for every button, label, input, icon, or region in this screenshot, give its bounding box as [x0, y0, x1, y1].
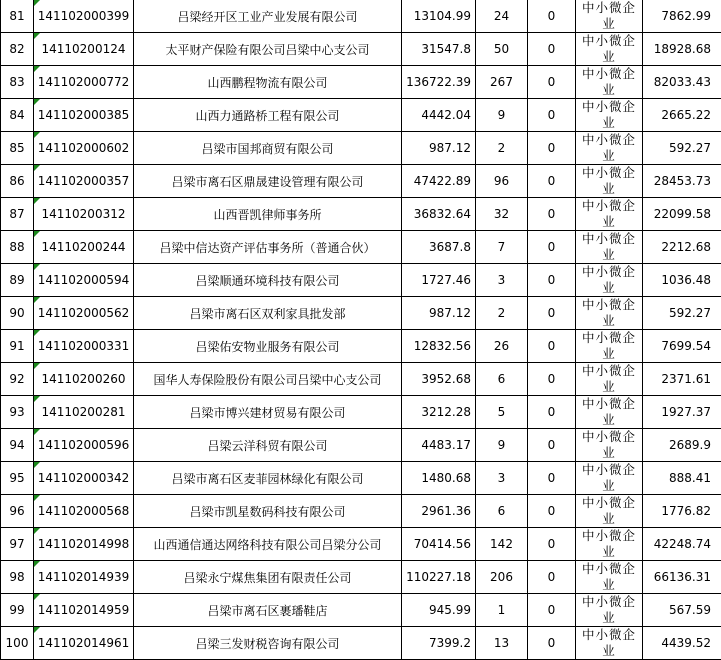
- code-cell: 141102000772: [34, 66, 134, 99]
- company-name-cell: 吕梁云洋科贸有限公司: [134, 429, 402, 462]
- company-name-cell: 吕梁三发财税咨询有限公司: [134, 627, 402, 660]
- company-name-cell: 吕梁顺通环境科技有限公司: [134, 264, 402, 297]
- employee-count-cell: 13: [476, 627, 528, 660]
- company-name-cell: 国华人寿保险股份有限公司吕梁中心支公司: [134, 363, 402, 396]
- enterprise-type-cell: 中小微企业: [576, 528, 643, 561]
- amount-cell: 945.99: [402, 594, 476, 627]
- company-name-cell: 太平财产保险有限公司吕梁中心支公司: [134, 33, 402, 66]
- zero-value-cell: 0: [528, 297, 576, 330]
- employee-count-cell: 3: [476, 462, 528, 495]
- enterprise-type-cell: 中小微企业: [576, 165, 643, 198]
- subsidy-amount-cell: 4439.52: [643, 627, 721, 660]
- amount-cell: 136722.39: [402, 66, 476, 99]
- enterprise-type-cell: 中小微企业: [576, 396, 643, 429]
- enterprise-type-cell: 中小微企业: [576, 231, 643, 264]
- employee-count-cell: 9: [476, 99, 528, 132]
- code-cell: 141102000399: [34, 0, 134, 33]
- employee-count-cell: 50: [476, 33, 528, 66]
- enterprise-type-cell: 中小微企业: [576, 99, 643, 132]
- row-index-cell: 91: [1, 330, 34, 363]
- employee-count-cell: 5: [476, 396, 528, 429]
- table-row: [1, 495, 721, 528]
- subsidy-amount-cell: 567.59: [643, 594, 721, 627]
- amount-cell: 13104.99: [402, 0, 476, 33]
- table-row: [1, 462, 721, 495]
- employee-count-cell: 24: [476, 0, 528, 33]
- employee-count-cell: 32: [476, 198, 528, 231]
- employee-count-cell: 9: [476, 429, 528, 462]
- subsidy-amount-cell: 82033.43: [643, 66, 721, 99]
- amount-cell: 70414.56: [402, 528, 476, 561]
- code-cell: 141102000568: [34, 495, 134, 528]
- row-index-cell: 86: [1, 165, 34, 198]
- table-row: [1, 330, 721, 363]
- amount-cell: 987.12: [402, 297, 476, 330]
- enterprise-type-cell: 中小微企业: [576, 462, 643, 495]
- zero-value-cell: 0: [528, 429, 576, 462]
- subsidy-amount-cell: 1927.37: [643, 396, 721, 429]
- table-row: [1, 0, 721, 33]
- enterprise-type-cell: 中小微企业: [576, 264, 643, 297]
- row-index-cell: 92: [1, 363, 34, 396]
- amount-cell: 2961.36: [402, 495, 476, 528]
- table-row: [1, 99, 721, 132]
- row-index-cell: 98: [1, 561, 34, 594]
- amount-cell: 1480.68: [402, 462, 476, 495]
- row-index-cell: 90: [1, 297, 34, 330]
- code-cell: 141102000594: [34, 264, 134, 297]
- company-name-cell: 吕梁永宁煤焦集团有限责任公司: [134, 561, 402, 594]
- zero-value-cell: 0: [528, 627, 576, 660]
- code-cell: 141102000596: [34, 429, 134, 462]
- row-index-cell: 99: [1, 594, 34, 627]
- code-cell: 141102014939: [34, 561, 134, 594]
- code-cell: 14110200124: [34, 33, 134, 66]
- table-row: [1, 231, 721, 264]
- table-row: [1, 396, 721, 429]
- zero-value-cell: 0: [528, 330, 576, 363]
- subsidy-amount-cell: 7699.54: [643, 330, 721, 363]
- row-index-cell: 96: [1, 495, 34, 528]
- enterprise-type-cell: 中小微企业: [576, 297, 643, 330]
- subsidy-amount-cell: 2212.68: [643, 231, 721, 264]
- company-name-cell: 吕梁经开区工业产业发展有限公司: [134, 0, 402, 33]
- company-name-cell: 吕梁中信达资产评估事务所（普通合伙）: [134, 231, 402, 264]
- code-cell: 14110200260: [34, 363, 134, 396]
- subsidy-amount-cell: 66136.31: [643, 561, 721, 594]
- zero-value-cell: 0: [528, 165, 576, 198]
- company-name-cell: 吕梁市博兴建材贸易有限公司: [134, 396, 402, 429]
- enterprise-type-cell: 中小微企业: [576, 363, 643, 396]
- amount-cell: 47422.89: [402, 165, 476, 198]
- zero-value-cell: 0: [528, 99, 576, 132]
- company-name-cell: 吕梁市离石区麦菲园林绿化有限公司: [134, 462, 402, 495]
- row-index-cell: 94: [1, 429, 34, 462]
- enterprise-type-cell: 中小微企业: [576, 561, 643, 594]
- amount-cell: 3212.28: [402, 396, 476, 429]
- enterprise-type-cell: 中小微企业: [576, 330, 643, 363]
- row-index-cell: 87: [1, 198, 34, 231]
- enterprise-type-cell: 中小微企业: [576, 0, 643, 33]
- company-name-cell: 山西力通路桥工程有限公司: [134, 99, 402, 132]
- zero-value-cell: 0: [528, 198, 576, 231]
- employee-count-cell: 2: [476, 132, 528, 165]
- zero-value-cell: 0: [528, 363, 576, 396]
- company-name-cell: 吕梁市离石区鼎晟建设管理有限公司: [134, 165, 402, 198]
- zero-value-cell: 0: [528, 462, 576, 495]
- zero-value-cell: 0: [528, 495, 576, 528]
- table-row: [1, 627, 721, 660]
- subsidy-amount-cell: 2689.9: [643, 429, 721, 462]
- subsidy-amount-cell: 2665.22: [643, 99, 721, 132]
- zero-value-cell: 0: [528, 528, 576, 561]
- zero-value-cell: 0: [528, 561, 576, 594]
- subsidy-amount-cell: 18928.68: [643, 33, 721, 66]
- table-row: [1, 594, 721, 627]
- zero-value-cell: 0: [528, 264, 576, 297]
- code-cell: 14110200281: [34, 396, 134, 429]
- employee-count-cell: 206: [476, 561, 528, 594]
- employee-count-cell: 142: [476, 528, 528, 561]
- amount-cell: 12832.56: [402, 330, 476, 363]
- employee-count-cell: 2: [476, 297, 528, 330]
- zero-value-cell: 0: [528, 231, 576, 264]
- enterprise-type-cell: 中小微企业: [576, 198, 643, 231]
- employee-count-cell: 6: [476, 495, 528, 528]
- enterprise-type-cell: 中小微企业: [576, 132, 643, 165]
- company-name-cell: 吕梁市离石区裹璠鞋店: [134, 594, 402, 627]
- employee-count-cell: 6: [476, 363, 528, 396]
- code-cell: 141102000357: [34, 165, 134, 198]
- row-index-cell: 88: [1, 231, 34, 264]
- amount-cell: 7399.2: [402, 627, 476, 660]
- company-name-cell: 吕梁市凯星数码科技有限公司: [134, 495, 402, 528]
- zero-value-cell: 0: [528, 396, 576, 429]
- amount-cell: 987.12: [402, 132, 476, 165]
- row-index-cell: 100: [1, 627, 34, 660]
- row-index-cell: 89: [1, 264, 34, 297]
- subsidy-amount-cell: 2371.61: [643, 363, 721, 396]
- company-name-cell: 山西通信通达网络科技有限公司吕梁分公司: [134, 528, 402, 561]
- amount-cell: 3952.68: [402, 363, 476, 396]
- employee-count-cell: 96: [476, 165, 528, 198]
- row-index-cell: 97: [1, 528, 34, 561]
- code-cell: 141102000385: [34, 99, 134, 132]
- employee-count-cell: 26: [476, 330, 528, 363]
- employee-count-cell: 267: [476, 66, 528, 99]
- employee-count-cell: 7: [476, 231, 528, 264]
- table-row: [1, 66, 721, 99]
- row-index-cell: 84: [1, 99, 34, 132]
- row-index-cell: 85: [1, 132, 34, 165]
- amount-cell: 36832.64: [402, 198, 476, 231]
- row-index-cell: 81: [1, 0, 34, 33]
- enterprise-type-cell: 中小微企业: [576, 33, 643, 66]
- code-cell: 141102014961: [34, 627, 134, 660]
- table-row: [1, 429, 721, 462]
- amount-cell: 4442.04: [402, 99, 476, 132]
- subsidy-amount-cell: 888.41: [643, 462, 721, 495]
- row-index-cell: 83: [1, 66, 34, 99]
- company-name-cell: 吕梁市国邦商贸有限公司: [134, 132, 402, 165]
- company-name-cell: 山西晋凯律师事务所: [134, 198, 402, 231]
- zero-value-cell: 0: [528, 132, 576, 165]
- subsidy-amount-cell: 42248.74: [643, 528, 721, 561]
- code-cell: 141102014959: [34, 594, 134, 627]
- subsidy-amount-cell: 592.27: [643, 297, 721, 330]
- company-name-cell: 吕梁佑安物业服务有限公司: [134, 330, 402, 363]
- subsidy-amount-cell: 1776.82: [643, 495, 721, 528]
- employee-count-cell: 1: [476, 594, 528, 627]
- amount-cell: 4483.17: [402, 429, 476, 462]
- subsidy-amount-cell: 592.27: [643, 132, 721, 165]
- zero-value-cell: 0: [528, 0, 576, 33]
- subsidy-amount-cell: 22099.58: [643, 198, 721, 231]
- enterprise-type-cell: 中小微企业: [576, 627, 643, 660]
- zero-value-cell: 0: [528, 66, 576, 99]
- code-cell: 141102000331: [34, 330, 134, 363]
- enterprise-type-cell: 中小微企业: [576, 66, 643, 99]
- table-row: [1, 198, 721, 231]
- table-row: [1, 363, 721, 396]
- table-row: [1, 132, 721, 165]
- code-cell: 141102000342: [34, 462, 134, 495]
- row-index-cell: 93: [1, 396, 34, 429]
- code-cell: 141102014998: [34, 528, 134, 561]
- amount-cell: 110227.18: [402, 561, 476, 594]
- row-index-cell: 82: [1, 33, 34, 66]
- enterprise-type-cell: 中小微企业: [576, 495, 643, 528]
- subsidy-amount-cell: 7862.99: [643, 0, 721, 33]
- amount-cell: 3687.8: [402, 231, 476, 264]
- code-cell: 141102000562: [34, 297, 134, 330]
- enterprise-type-cell: 中小微企业: [576, 429, 643, 462]
- code-cell: 14110200312: [34, 198, 134, 231]
- enterprise-type-cell: 中小微企业: [576, 594, 643, 627]
- table-row: [1, 528, 721, 561]
- company-name-cell: 山西鹏程物流有限公司: [134, 66, 402, 99]
- row-index-cell: 95: [1, 462, 34, 495]
- subsidy-amount-cell: 1036.48: [643, 264, 721, 297]
- zero-value-cell: 0: [528, 594, 576, 627]
- table-row: [1, 297, 721, 330]
- amount-cell: 31547.8: [402, 33, 476, 66]
- amount-cell: 1727.46: [402, 264, 476, 297]
- zero-value-cell: 0: [528, 33, 576, 66]
- table-row: [1, 561, 721, 594]
- table-row: [1, 264, 721, 297]
- table-row: [1, 165, 721, 198]
- employee-count-cell: 3: [476, 264, 528, 297]
- table-row: [1, 33, 721, 66]
- code-cell: 141102000602: [34, 132, 134, 165]
- subsidy-amount-cell: 28453.73: [643, 165, 721, 198]
- company-name-cell: 吕梁市离石区双利家具批发部: [134, 297, 402, 330]
- code-cell: 14110200244: [34, 231, 134, 264]
